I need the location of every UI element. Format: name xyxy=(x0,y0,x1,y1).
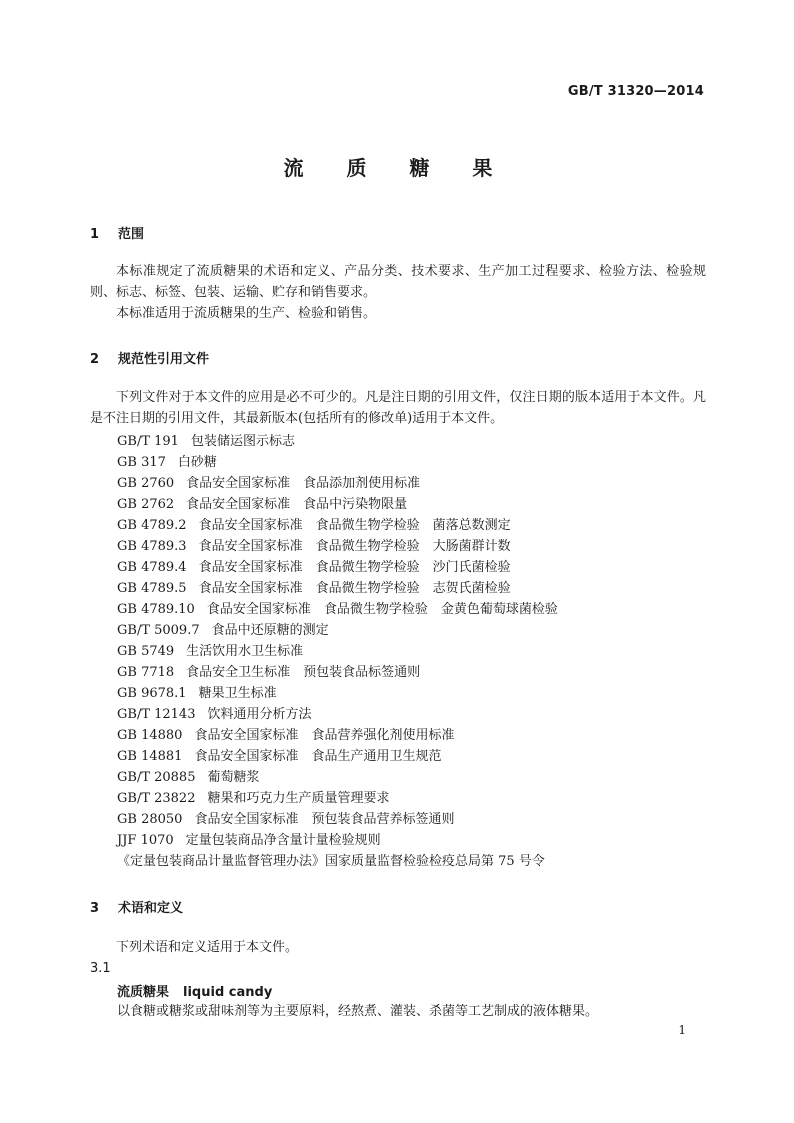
reference-code: GB/T 23822 xyxy=(117,791,196,806)
reference-item xyxy=(117,431,558,452)
term-number: 3.1 xyxy=(90,961,111,976)
reference-code: GB 14881 xyxy=(117,749,183,764)
reference-code: GB 4789.3 xyxy=(117,539,187,554)
reference-item xyxy=(117,515,558,536)
reference-title: 食品安全国家标准 食品添加剂使用标准 xyxy=(186,476,421,491)
reference-title: 《定量包装商品计量监督管理办法》国家质量监督检验检疫总局第 75 号令 xyxy=(117,854,545,869)
reference-code: GB/T 5009.7 xyxy=(117,623,200,638)
section-title: 范围 xyxy=(118,227,145,242)
reference-title: 食品安全国家标准 食品微生物学检验 沙门氏菌检验 xyxy=(198,560,511,575)
term-definition: 以食糖或糖浆或甜味剂等为主要原料，经熬煮、灌装、杀菌等工艺制成的液体糖果。 xyxy=(117,1004,599,1019)
reference-title: 食品安全国家标准 食品生产通用卫生规范 xyxy=(194,749,442,764)
section-heading-2 xyxy=(90,348,209,367)
section-title: 规范性引用文件 xyxy=(118,352,210,367)
reference-item xyxy=(117,767,558,788)
reference-item xyxy=(117,851,558,872)
reference-title: 饮料通用分析方法 xyxy=(207,707,312,722)
term-english: liquid candy xyxy=(183,985,273,1000)
section-number: 3 xyxy=(90,901,100,916)
reference-item xyxy=(117,452,558,473)
reference-item xyxy=(117,725,558,746)
reference-code: GB 5749 xyxy=(117,644,175,659)
reference-code: GB/T 20885 xyxy=(117,770,196,785)
reference-item xyxy=(117,494,558,515)
reference-code: GB 4789.4 xyxy=(117,560,187,575)
reference-code: GB 2760 xyxy=(117,476,175,491)
reference-title: 包装储运图示标志 xyxy=(190,434,295,449)
reference-code: GB/T 12143 xyxy=(117,707,196,722)
document-title: 流 质 糖 果 xyxy=(283,156,511,180)
reference-item xyxy=(117,536,558,557)
reference-title: 食品安全国家标准 食品微生物学检验 大肠菌群计数 xyxy=(198,539,511,554)
reference-title: 糖果卫生标准 xyxy=(198,686,277,701)
reference-item xyxy=(117,662,558,683)
section-number: 1 xyxy=(90,227,100,242)
references-intro: 下列文件对于本文件的应用是必不可少的。凡是注日期的引用文件，仅注日期的版本适用于本文件。凡是不注日期的引用文件，其最新版本(包括所有的修改单)适用于本文件。 xyxy=(90,390,706,426)
reference-code: GB 4789.10 xyxy=(117,602,195,617)
reference-title: 糖果和巧克力生产质量管理要求 xyxy=(207,791,390,806)
reference-title: 食品安全国家标准 食品微生物学检验 志贺氏菌检验 xyxy=(198,581,511,596)
reference-item xyxy=(117,599,558,620)
reference-item xyxy=(117,746,558,767)
reference-code: GB 4789.5 xyxy=(117,581,187,596)
reference-item xyxy=(117,473,558,494)
reference-title: 食品安全国家标准 食品微生物学检验 菌落总数测定 xyxy=(198,518,511,533)
reference-code: GB 317 xyxy=(117,455,166,470)
reference-item xyxy=(117,809,558,830)
page-number: 1 xyxy=(678,1023,686,1037)
reference-code: GB 4789.2 xyxy=(117,518,187,533)
terms-intro: 下列术语和定义适用于本文件。 xyxy=(116,940,299,955)
scope-paragraph-1: 本标准规定了流质糖果的术语和定义、产品分类、技术要求、生产加工过程要求、检验方法、检验规则、标志、标签、包装、运输、贮存和销售要求。 xyxy=(90,264,706,300)
reference-title: 食品安全国家标准 食品中污染物限量 xyxy=(186,497,408,512)
reference-item xyxy=(117,830,558,851)
reference-title: 食品安全卫生标准 预包装食品标签通则 xyxy=(186,665,421,680)
section-heading-1 xyxy=(90,223,144,242)
reference-code: GB 9678.1 xyxy=(117,686,187,701)
standard-number: GB/T 31320—2014 xyxy=(567,84,704,99)
reference-title: 食品安全国家标准 预包装食品营养标签通则 xyxy=(194,812,455,827)
reference-item xyxy=(117,578,558,599)
section-number: 2 xyxy=(90,352,100,367)
reference-title: 生活饮用水卫生标准 xyxy=(186,644,304,659)
term-heading xyxy=(117,981,272,1000)
reference-code: GB 7718 xyxy=(117,665,175,680)
reference-item xyxy=(117,788,558,809)
reference-title: 定量包装商品净含量计量检验规则 xyxy=(185,833,381,848)
reference-title: 食品中还原糖的测定 xyxy=(211,623,329,638)
reference-title: 食品安全国家标准 食品微生物学检验 金黄色葡萄球菌检验 xyxy=(206,602,558,617)
reference-title: 葡萄糖浆 xyxy=(207,770,260,785)
section-heading-3 xyxy=(90,897,183,916)
reference-code: GB 14880 xyxy=(117,728,183,743)
reference-list xyxy=(117,431,558,872)
reference-code: JJF 1070 xyxy=(117,833,174,848)
reference-title: 白砂糖 xyxy=(177,455,217,470)
reference-code: GB/T 191 xyxy=(117,434,179,449)
reference-item xyxy=(117,557,558,578)
scope-paragraph-2: 本标准适用于流质糖果的生产、检验和销售。 xyxy=(116,306,377,321)
reference-item xyxy=(117,641,558,662)
reference-code: GB 28050 xyxy=(117,812,183,827)
reference-item xyxy=(117,683,558,704)
reference-code: GB 2762 xyxy=(117,497,175,512)
term-chinese: 流质糖果 xyxy=(117,985,170,1000)
reference-title: 食品安全国家标准 食品营养强化剂使用标准 xyxy=(194,728,455,743)
reference-item xyxy=(117,620,558,641)
reference-item xyxy=(117,704,558,725)
section-title: 术语和定义 xyxy=(118,901,184,916)
